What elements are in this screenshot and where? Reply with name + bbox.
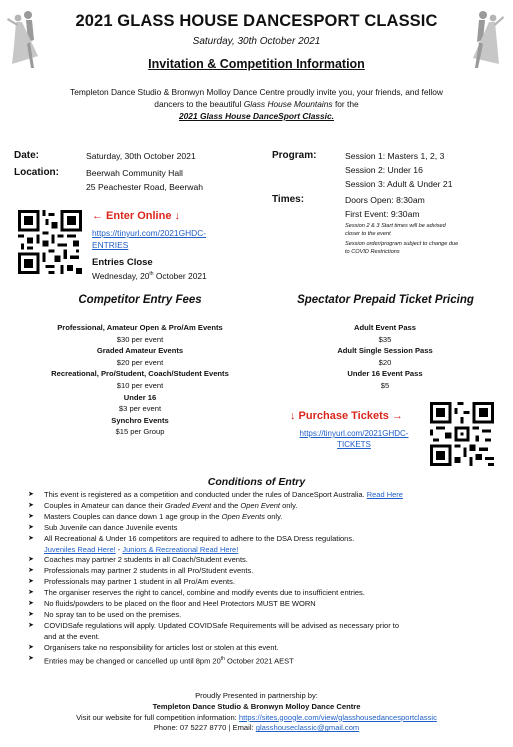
doors-open-time: Doors Open: 8:30am [345, 195, 425, 205]
footer-website-line [0, 713, 513, 724]
condition-item: ➤ The organiser reserves the right to cancel, combine and modify events due to insufficient entries. [28, 588, 498, 599]
entries-qr-code-icon[interactable] [18, 210, 82, 274]
juveniles-dress-link[interactable]: Juveniles Read Here! [44, 544, 116, 554]
tickets-link-line-2[interactable]: TICKETS [337, 440, 371, 449]
condition-item [28, 490, 498, 501]
fee-name: Professional, Amateur Open & Pro/Am Events [57, 323, 223, 332]
condition-item [28, 501, 498, 512]
event-title: 2021 GLASS HOUSE DANCESPORT CLASSIC [75, 12, 438, 30]
intro-paragraph [30, 86, 483, 122]
fee-name: Recreational, Pro/Student, Coach/Student Events [51, 369, 229, 379]
condition-text: Masters Couples can dance down 1 age group in the [44, 511, 222, 521]
entries-link[interactable] [92, 227, 206, 251]
footer-contact-line [0, 723, 513, 734]
dsa-rules-link[interactable]: Read Here [366, 490, 403, 499]
tickets-link[interactable] [288, 428, 420, 450]
program-session-2: Session 2: Under 16 [345, 165, 423, 175]
ticket-name: Under 16 Event Pass [347, 369, 423, 379]
condition-item [28, 512, 498, 523]
date-value: Saturday, 30th October 2021 [86, 151, 196, 161]
condition-item: ➤ All Recreational & Under 16 competitors are required to adhere to the DSA Dress regulations. [28, 534, 498, 545]
ticket-price: $20 [378, 357, 392, 367]
condition-text: only. [264, 511, 283, 521]
date-label: Date: [14, 150, 40, 161]
tickets-qr-code-icon[interactable] [430, 402, 494, 466]
entries-close-date [92, 271, 207, 281]
condition-dress-links [28, 545, 498, 556]
competitor-fees-heading: Competitor Entry Fees [78, 294, 202, 306]
conditions-heading: Conditions of Entry [207, 476, 306, 488]
location-label: Location: [14, 167, 59, 178]
fee-price: $15 per Group [115, 427, 165, 437]
condition-text: Entries may be changed or cancelled up until 8pm 20 [44, 656, 221, 666]
condition-text: Couples in Amateur can dance their [44, 500, 165, 510]
condition-item: ➤ Professionals may partner 2 students in all Pro/Student events. [28, 566, 498, 577]
location-address: 25 Peachester Road, Beerwah [86, 182, 204, 192]
website-link[interactable]: https://sites.google.com/view/glasshousedancesportclassic [238, 712, 437, 722]
email-link[interactable]: glasshouseclassic@gmail.com [255, 723, 360, 733]
condition-text: only. [280, 500, 298, 510]
ticket-price: $35 [378, 334, 392, 344]
ticket-name: Adult Event Pass [353, 323, 417, 332]
program-session-1: Session 1: Masters 1, 2, 3 [345, 151, 445, 161]
condition-item: ➤ No spray tan to be used on the premises. [28, 610, 498, 621]
ticket-pricing-list [290, 322, 480, 392]
tickets-link-line-1[interactable]: https://tinyurl.com/2021GHDC- [299, 429, 409, 438]
times-note-2: closer to the event [345, 231, 391, 237]
intro-text: dancers to the beautiful [154, 99, 244, 109]
close-date-suffix: th [149, 271, 154, 278]
juniors-recreational-dress-link[interactable]: Juniors & Recreational Read Here! [122, 544, 239, 554]
intro-mountains: Glass House Mountains [243, 99, 333, 109]
condition-text: and the [211, 500, 241, 510]
fee-price: $10 per event [116, 380, 164, 390]
purchase-tickets-heading: ↓ Purchase Tickets → [290, 410, 403, 422]
condition-item: ➤ Coaches may partner 2 students in all Coach/Student events. [28, 555, 498, 566]
link-separator: - [115, 544, 123, 554]
competitor-fees-list [20, 322, 260, 438]
first-event-time: First Event: 9:30am [345, 209, 420, 219]
times-note-3: Session order/program subject to change due [345, 241, 459, 247]
intro-text-end: for the [332, 99, 359, 109]
location-hall: Beerwah Community Hall [86, 168, 183, 178]
condition-item [28, 654, 498, 667]
times-note-1: Session 2 & 3 Start times will be advised [345, 223, 446, 229]
footer-presented-by: Proudly Presented in partnership by: [195, 691, 318, 700]
intro-line-2 [30, 98, 483, 110]
times-note-4: to COVID Restrictions [345, 249, 400, 255]
footer-phone: Phone: 07 5227 8770 | Email: [153, 723, 256, 733]
intro-event-name: 2021 Glass House DanceSport Classic. [178, 111, 334, 121]
enter-online-heading: ← Enter Online ↓ [92, 210, 181, 222]
entries-close-label: Entries Close [92, 257, 153, 268]
condition-item: ➤ Sub Juvenile can dance Juvenile events [28, 523, 498, 534]
entries-link-line-1[interactable]: https://tinyurl.com/2021GHDC- [92, 228, 207, 238]
conditions-list [28, 490, 498, 667]
close-date-month: October 2021 [153, 271, 207, 281]
condition-item-continued: and at the event. [44, 631, 100, 641]
times-label: Times: [272, 194, 305, 205]
ticket-name: Adult Single Session Pass [337, 346, 433, 356]
spectator-pricing-heading: Spectator Prepaid Ticket Pricing [297, 294, 474, 306]
intro-line-1: Templeton Dance Studio & Bronwyn Molloy Dance Centre proudly invite you, your friends, and fellow [70, 87, 443, 97]
condition-item: ➤ No fluids/powders to be placed on the floor and Heel Protectors MUST BE WORN [28, 599, 498, 610]
condition-emph: Open Event [240, 500, 280, 510]
invitation-heading: Invitation & Competition Information [148, 57, 365, 71]
fee-price: $3 per event [118, 404, 162, 414]
condition-suffix: th [220, 655, 225, 662]
footer [0, 691, 513, 734]
close-date-day: Wednesday, 20 [92, 271, 150, 281]
program-label: Program: [272, 150, 317, 161]
ticket-price: $5 [380, 380, 390, 390]
fee-price: $30 per event [116, 334, 164, 344]
fee-price: $20 per event [116, 357, 164, 367]
condition-item: ➤ Organisers take no responsibility for articles lost or stolen at this event. [28, 643, 498, 654]
program-session-3: Session 3: Adult & Under 21 [345, 179, 453, 189]
footer-website-text: Visit our website for full competition information: [76, 712, 239, 722]
condition-text: This event is registered as a competition and conducted under the rules of DanceSport Australia. [44, 490, 365, 499]
fee-name: Graded Amateur Events [96, 346, 184, 356]
condition-item: ➤ Professionals may partner 1 student in all Pro/Am events. [28, 577, 498, 588]
event-date-subtitle: Saturday, 30th October 2021 [192, 36, 321, 47]
condition-text: October 2021 AEST [224, 656, 294, 666]
fee-name: Synchro Events [111, 415, 169, 425]
condition-emph: Graded Event [164, 500, 212, 510]
condition-item: ➤ COVIDSafe regulations will apply. Updated COVIDSafe Requirements will be advised as necessary prior to [28, 621, 498, 632]
footer-organisers: Templeton Dance Studio & Bronwyn Molloy Dance Centre [152, 701, 361, 711]
condition-emph: Open Events [221, 511, 265, 521]
entries-link-line-2[interactable]: ENTRIES [92, 240, 129, 250]
fee-name: Under 16 [123, 392, 157, 402]
